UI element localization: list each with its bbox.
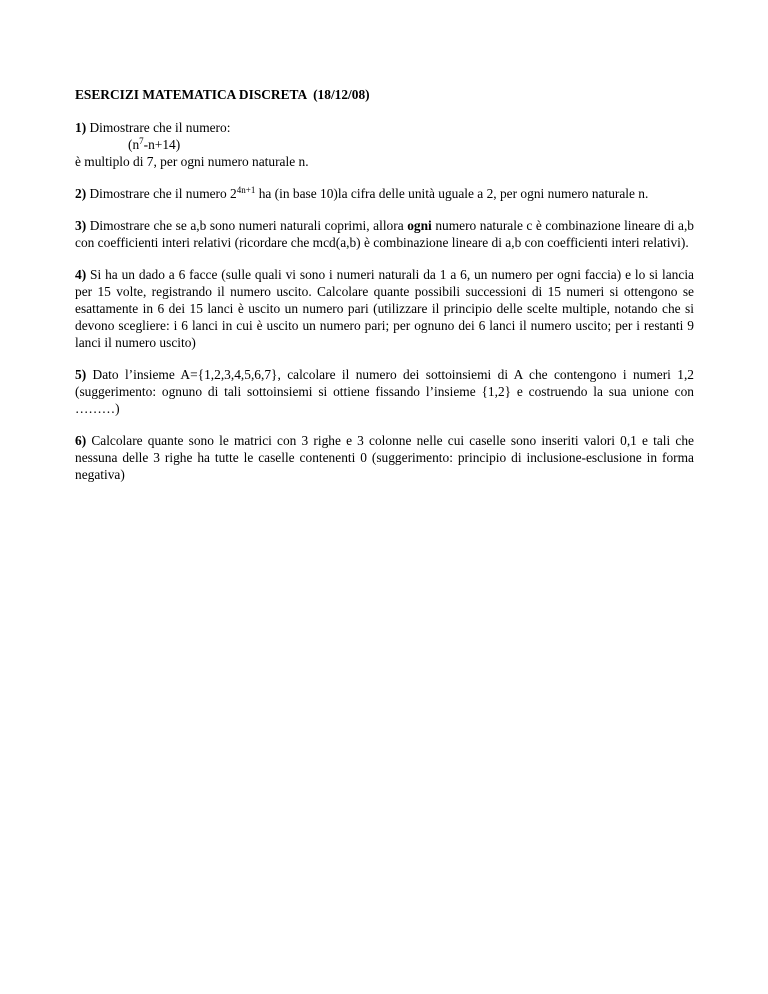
formula-exponent: 7	[139, 136, 144, 146]
exercise-4-text	[75, 266, 694, 351]
exercise-text-post: numero naturale c è combinazione lineare di a,b con coefficienti interi relativi (ricordare che mcd(a,b) è combinazione lineare di a,b con coefficienti interi relativi).	[75, 218, 694, 250]
exercise-number: 4)	[75, 267, 87, 282]
power-exponent: 4n+1	[236, 185, 256, 195]
exercise-5-text	[75, 366, 694, 417]
exercise-text-pre: Dimostrare che se a,b sono numeri naturali coprimi, allora	[86, 218, 408, 233]
exercise-text-pre: Dimostrare che il numero 2	[86, 186, 237, 201]
exercise-text-post: ha (in base 10)la cifra delle unità uguale a 2, per ogni numero naturale n.	[255, 186, 649, 201]
exercise-text: Dimostrare che il numero:	[86, 120, 231, 135]
exercise-1-line-1	[75, 119, 694, 136]
exercise-text: Dato l’insieme A={1,2,3,4,5,6,7}, calcolare il numero dei sottoinsiemi di A che contengono i numeri 1,2 (suggerimento: ognuno di tali sottoinsiemi si ottiene fissando l’insieme {1,2} e costruendo la sua unione con ………)	[75, 367, 694, 416]
formula-base: (n	[128, 137, 140, 152]
exercise-number: 6)	[75, 433, 87, 448]
exercise-number: 5)	[75, 367, 87, 382]
exercise-text: Si ha un dado a 6 facce (sulle quali vi sono i numeri naturali da 1 a 6, un numero per ogni faccia) e lo si lancia per 15 volte, registrando il numero uscito. Calcolare quante possibili successioni di 15 numeri si ottengono se esattamente in 6 dei 15 lanci è uscito un numero pari (utilizzare il principio delle scelte multiple, notando che si devono scegliere: i 6 lanci in cui è uscito un numero pari; per ognuno dei 6 lanci il numero uscito; per i restanti 9 lanci il numero uscito)	[75, 267, 694, 350]
exercise-6-text	[75, 432, 694, 483]
exercise-text: Calcolare quante sono le matrici con 3 righe e 3 colonne nelle cui caselle sono inseriti valori 0,1 e tali che nessuna delle 3 righe ha tutte le caselle contenenti 0 (suggerimento: principio di inclusione-esclusione in forma negativa)	[75, 433, 694, 482]
document-title: ESERCIZI MATEMATICA DISCRETA (18/12/08)	[75, 87, 370, 102]
exercise-number: 3)	[75, 218, 87, 233]
exercise-2-text	[75, 185, 694, 202]
exercise-number: 1)	[75, 120, 87, 135]
exercise-number: 2)	[75, 186, 87, 201]
exercise-1	[75, 119, 694, 170]
emphasis-word: ogni	[407, 218, 432, 233]
formula-rest: -n+14)	[143, 137, 181, 152]
exercise-1-formula	[75, 136, 694, 153]
exercise-3-text	[75, 217, 694, 251]
document-page	[75, 86, 694, 498]
exercise-4	[75, 266, 694, 351]
exercise-1-line-3: è multiplo di 7, per ogni numero naturale n.	[75, 154, 309, 169]
exercise-6	[75, 432, 694, 483]
exercise-5	[75, 366, 694, 417]
exercise-2	[75, 185, 694, 202]
exercise-3	[75, 217, 694, 251]
